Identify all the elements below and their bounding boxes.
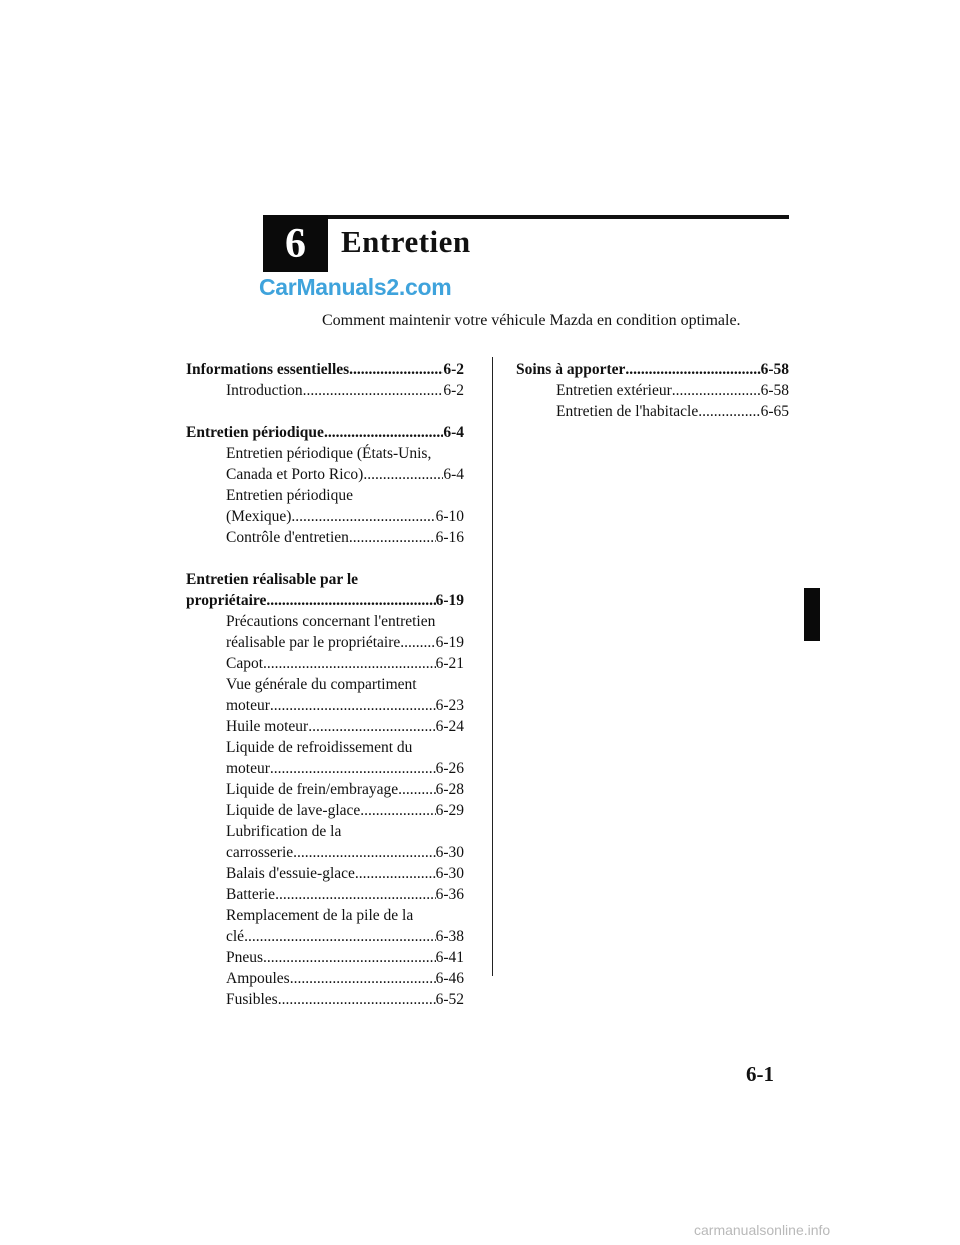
toc-leader-dots [266,590,435,611]
toc-entry-continuation: Précautions concernant l'entretien [226,613,436,630]
toc-entry-page: 6-4 [443,424,464,441]
toc-leader-dots [698,401,760,422]
toc-leader-dots [363,464,443,485]
chapter-title: Entretien [341,224,471,259]
toc-leader-dots [355,863,436,884]
toc-entry[interactable] [186,800,464,821]
toc-entry-label: moteur [226,697,270,714]
toc-leader-dots [293,842,435,863]
chapter-rule [328,215,789,219]
toc-entry-page: 6-65 [760,403,789,420]
toc-left-column [186,359,464,1031]
toc-section [186,422,464,548]
toc-entry-continuation: Entretien réalisable par le [186,571,359,588]
page-number: 6-1 [746,1062,774,1086]
toc-entry-label: Introduction [226,382,303,399]
toc-leader-dots [290,968,436,989]
toc-entry-page: 6-52 [435,991,464,1008]
toc-entry-page: 6-16 [435,529,464,546]
toc-entry[interactable] [186,653,464,674]
toc-entry-page: 6-36 [435,886,464,903]
toc-entry[interactable] [186,632,464,653]
toc-leader-dots [625,359,760,380]
toc-leader-dots [263,947,436,968]
toc-entry-label: (Mexique) [226,508,292,525]
toc-entry-label: Canada et Porto Rico) [226,466,364,483]
toc-entry[interactable] [186,758,464,779]
toc-entry-page: 6-46 [435,970,464,987]
toc-entry-label: Pneus [226,949,264,966]
toc-entry[interactable] [186,968,464,989]
toc-entry[interactable] [186,464,464,485]
toc-entry-page: 6-26 [435,760,464,777]
toc-leader-dots [308,716,435,737]
toc-entry-continuation: Vue générale du compartiment [226,676,417,693]
toc-entry-page: 6-58 [760,382,789,399]
toc-entry-label: Ampoules [226,970,290,987]
toc-entry-label: réalisable par le propriétaire [226,634,401,651]
toc-entry[interactable] [186,695,464,716]
toc-section-heading[interactable] [186,359,464,380]
toc-entry-label: Entretien extérieur [556,382,672,399]
column-divider [492,357,493,976]
watermark-bottom[interactable]: carmanualsonline.info [694,1222,831,1238]
toc-section [516,359,789,422]
toc-entry-page: 6-28 [435,781,464,798]
toc-entry[interactable] [186,716,464,737]
toc-entry[interactable] [186,989,464,1010]
toc-section [186,359,464,401]
toc-entry-label: Capot [226,655,264,672]
toc-entry-page: 6-2 [443,382,464,399]
toc-entry-label: clé [226,928,245,945]
toc-section-heading[interactable] [516,359,789,380]
toc-entry[interactable] [186,863,464,884]
toc-entry-page: 6-21 [435,655,464,672]
toc-entry[interactable] [186,779,464,800]
toc-entry[interactable] [186,842,464,863]
toc-entry-page: 6-30 [435,844,464,861]
toc-leader-dots [324,422,443,443]
toc-leader-dots [360,800,435,821]
toc-entry-label: Informations essentielles [186,361,350,378]
toc-entry-continuation: Remplacement de la pile de la [226,907,414,924]
toc-entry-continuation: Entretien périodique [226,487,353,504]
toc-right-column [516,359,789,443]
toc-leader-dots [270,695,436,716]
toc-leader-dots [303,380,444,401]
toc-entry-page: 6-19 [435,634,464,651]
toc-leader-dots [398,779,435,800]
toc-section [186,569,464,1010]
toc-entry-continuation: Entretien périodique (États-Unis, [226,445,432,462]
toc-entry-page: 6-58 [760,361,789,378]
toc-entry-page: 6-38 [435,928,464,945]
toc-entry-label: Fusibles [226,991,278,1008]
toc-entry[interactable] [186,947,464,968]
toc-leader-dots [672,380,761,401]
toc-entry[interactable] [516,380,789,401]
chapter-number: 6 [285,220,306,267]
toc-entry-page: 6-10 [435,508,464,525]
toc-entry-page: 6-23 [435,697,464,714]
toc-entry-label: moteur [226,760,270,777]
toc-entry[interactable] [186,506,464,527]
toc-entry-label: Balais d'essuie-glace [226,865,355,882]
toc-entry-label: Entretien de l'habitacle [556,403,699,420]
toc-leader-dots [270,758,436,779]
toc-entry-continuation: Lubrification de la [226,823,342,840]
toc-entry-page: 6-4 [443,466,464,483]
toc-leader-dots [275,884,436,905]
toc-entry[interactable] [186,527,464,548]
toc-entry-label: carrosserie [226,844,294,861]
toc-leader-dots [400,632,435,653]
toc-entry[interactable] [186,884,464,905]
watermark-top[interactable]: CarManuals2.com [259,274,452,300]
toc-entry-label: Entretien périodique [186,424,324,441]
toc-entry-label: propriétaire [186,592,267,609]
toc-entry-label: Batterie [226,886,276,903]
toc-entry-page: 6-24 [435,718,464,735]
toc-entry-page: 6-29 [435,802,464,819]
toc-leader-dots [263,653,436,674]
chapter-subtitle: Comment maintenir votre véhicule Mazda en condition optimale. [322,312,741,329]
toc-leader-dots [349,527,436,548]
chapter-side-tab [804,588,820,641]
toc-entry[interactable] [516,401,789,422]
toc-section-heading[interactable] [186,590,464,611]
toc-entry-label: Liquide de lave-glace [226,802,361,819]
toc-entry-label: Soins à apporter [516,361,626,378]
toc-leader-dots [291,506,435,527]
toc-entry-page: 6-2 [443,361,464,378]
toc-entry[interactable] [186,926,464,947]
toc-section-heading[interactable] [186,422,464,443]
toc-entry-page: 6-30 [435,865,464,882]
toc-leader-dots [244,926,436,947]
toc-entry-continuation: Liquide de refroidissement du [226,739,413,756]
toc-entry-label: Huile moteur [226,718,309,735]
chapter-number-box [263,215,328,272]
toc-entry-page: 6-41 [435,949,464,966]
toc-leader-dots [349,359,443,380]
toc-leader-dots [278,989,436,1010]
toc-entry[interactable] [186,380,464,401]
toc-entry-page: 6-19 [435,592,464,609]
toc-entry-label: Liquide de frein/embrayage [226,781,399,798]
toc-entry-label: Contrôle d'entretien [226,529,349,546]
